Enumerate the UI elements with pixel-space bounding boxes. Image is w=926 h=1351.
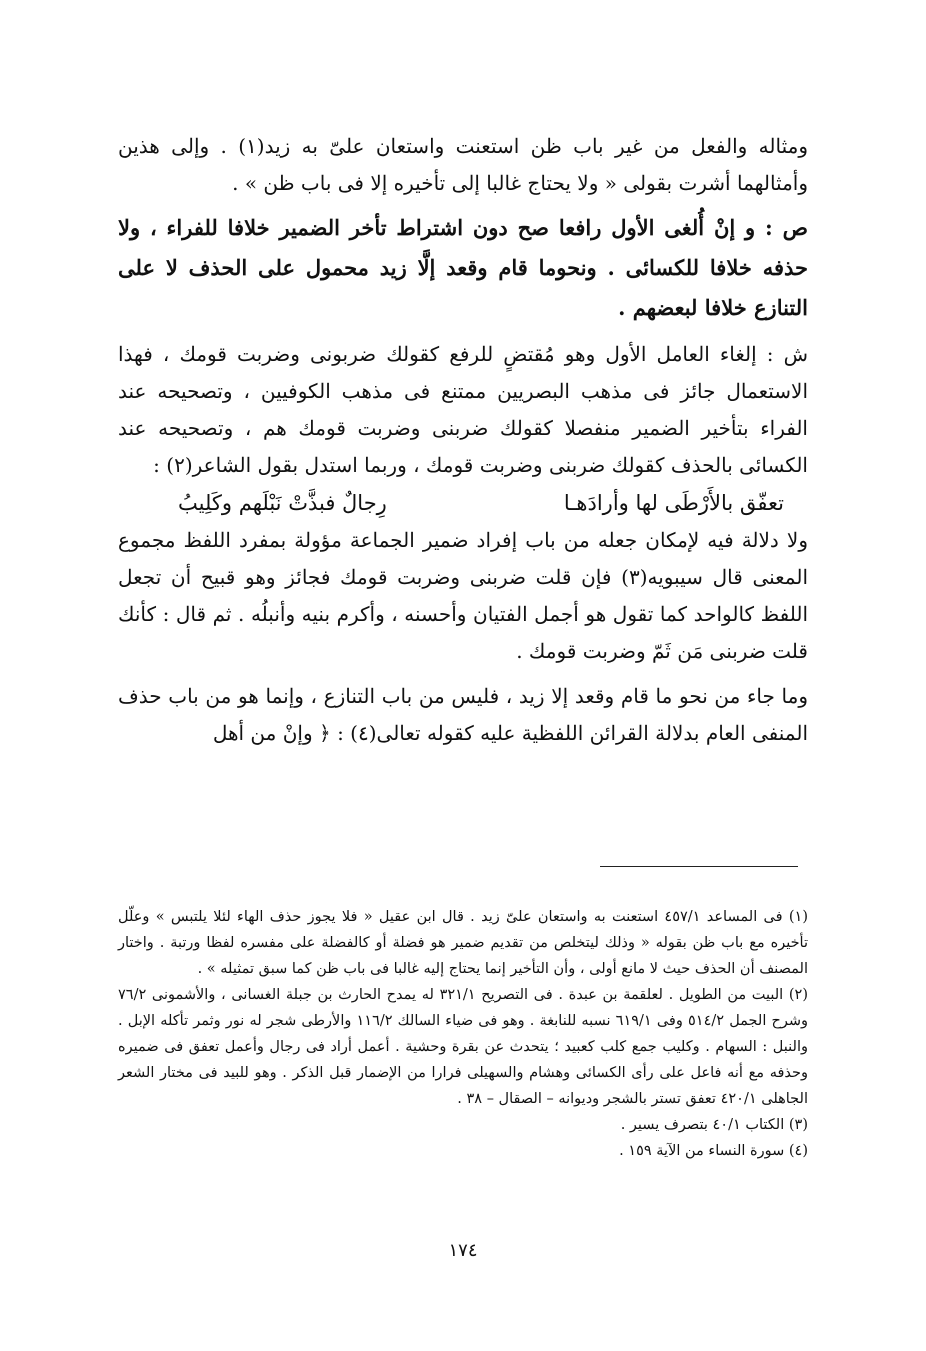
paragraph-matn-bold: ص : و إنْ أُلغى الأول رافعا صح دون اشتراط تأخر الضمير خلافا للفراء ، ولا حذفه خلافا للكسائى . ونحوما قام وقعد إلَّا زيد محمول على الحذف لا على التنازع خلافا لبعضهم . (118, 215, 808, 320)
footnotes (118, 904, 808, 1164)
footnote-1: (١) فى المساعد ٤٥٧/١ استعنت به واستعان علىّ زيد . قال ابن عقيل « فلا يجوز حذف الهاء لئلا يلتبس » وعلّل تأخيره مع باب ظن بقوله « وذلك ليتخلص من تقديم ضمير هو فضلة أو كالفضلة على مفسره لفظا ورتبة . واختار المصنف أن الحذف حيث لا مانع أولى ، وأن التأخير إنما يحتاج إليه غالبا فى باب ظن كما سبق تمثيله » . (118, 909, 808, 977)
main-text (118, 128, 808, 752)
paragraph-quran-citation: وما جاء من نحو ما قام وقعد إلا زيد ، فليس من باب التنازع ، وإنما هو من باب حذف المنفى العام بدلالة القرائن اللفظية عليه كقوله تعالى(٤) : ﴿ وإنْ من أهل (118, 684, 808, 745)
verse-second-hemistich: رِجالٌ فبذَّتْ نَبْلَهم وكَلِيبُ (178, 491, 387, 515)
poetry-verse (118, 484, 808, 522)
paragraph-commentary: ش : إلغاء العامل الأول وهو مُقتضٍ للرفع كقولك ضربونى وضربت قومك ، فهذا الاستعمال جائز فى مذهب البصريين ممتنع فى مذهب الكوفيين ، وتصحيحه عند الفراء بتأخير الضمير منفصلا كقولك ضربنى وضربت قومك هم ، وتصحيحه عند الكسائى بالحذف كقولك ضربنى وضربت قومك ، وربما استدل بقول الشاعر(٢) : (118, 342, 808, 477)
paragraph-sibawayh: ولا دلالة فيه لإمكان جعله من باب إفراد ضمير الجماعة مؤولة بمفرد اللفظ مجموع المعنى قال سيبويه(٣) فإن قلت ضربنى وضربت قومك فجائز وهو قبيح أن تجعل اللفظ كالواحد كما تقول هو أجمل الفتيان وأحسنه ، وأكرم بنيه وأنبلُه . ثم قال : كأنك قلت ضربنى مَن ثَمّ وضربت قومك . (118, 528, 809, 663)
footnote-separator (600, 866, 798, 867)
footnote-2: (٢) البيت من الطويل . لعلقمة بن عبدة . فى التصريح ٣٢١/١ له يمدح الحارث بن جبلة الغسانى ، والأشمونى ٧٦/٢ وشرح الجمل ٥١٤/٢ وفى ٦١٩/١ نسبه للنابغة . وهو فى ضياء السالك ١١٦/٢ والأرطى شجر له نور وثمر تأكله الإبل . والنبل : السهام . وكليب جمع كلب كعبيد ؛ يتحدث عن بقرة وحشية . أعمل أراد فى رجال وأعمل تعفق فى ضميره وحذفه مع أنه فاعل على رأى الكسائى وهشام والسهيلى فرارا من الإضمار قبل الذكر . وهو للبيد فى مختار الشعر الجاهلى ٤٢٠/١ تعفق تستر بالشجر وديوانه – الصقال – ٣٨ . (118, 987, 809, 1107)
paragraph-example: ومثاله والفعل من غير باب ظن استعنت واستعان علىّ به زيد(١) . وإلى هذين وأمثالهما أشرت بقولى « ولا يحتاج غالبا إلى تأخيره إلا فى باب ظن » . (118, 134, 809, 195)
verse-first-hemistich: تعفّق بالأَرْطَى لها وأرادَهـا (563, 491, 784, 515)
page-number: ١٧٤ (448, 1240, 478, 1261)
footnote-4: (٤) سورة النساء من الآية ١٥٩ . (619, 1143, 808, 1159)
footnote-3: (٣) الكتاب ٤٠/١ بتصرف يسير . (620, 1117, 808, 1133)
